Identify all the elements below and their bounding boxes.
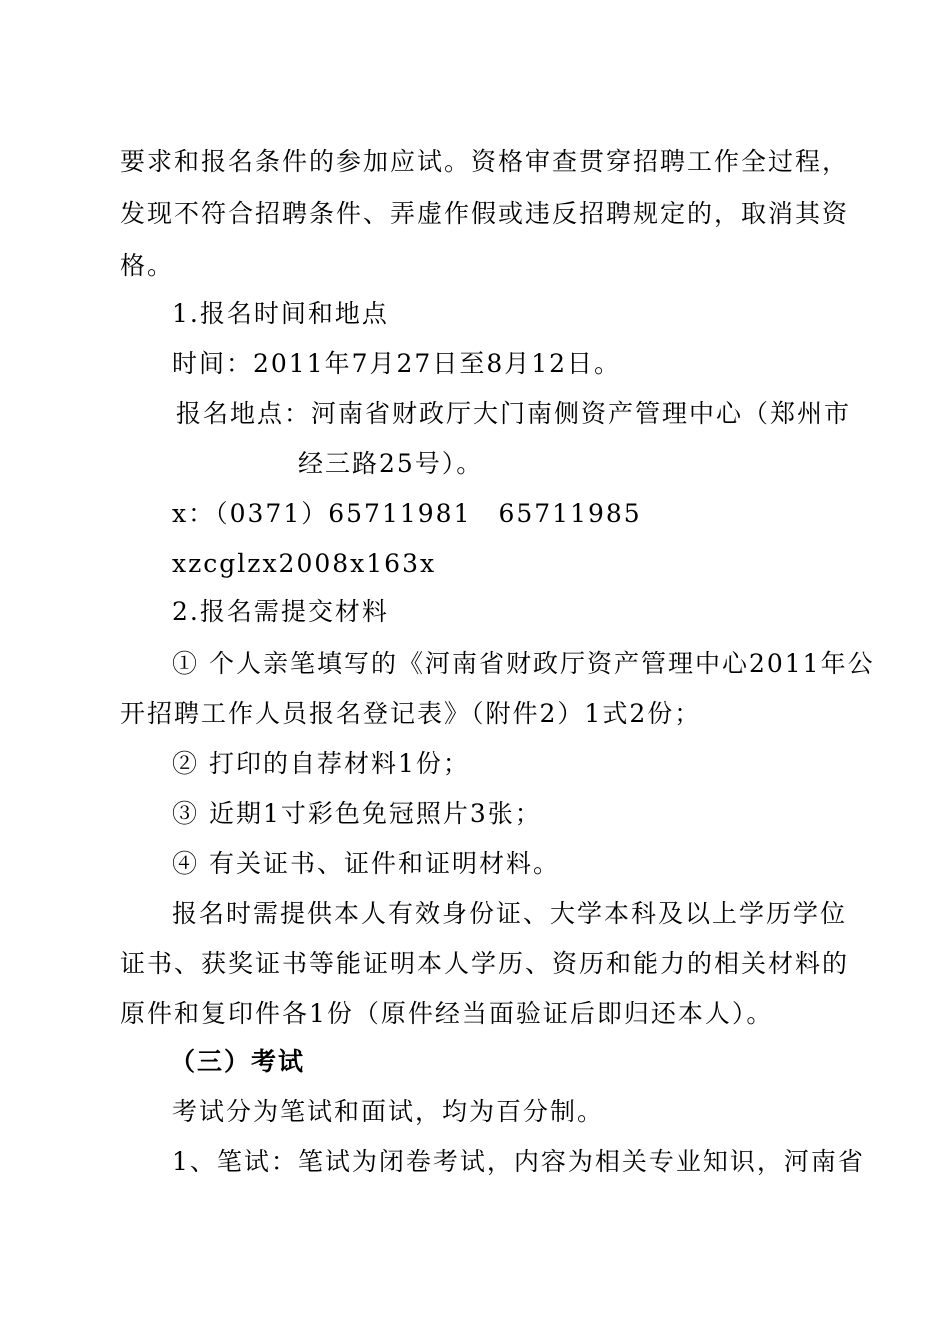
material-1-cont: 开招聘工作人员报名登记表》（附件2）1式2份；: [120, 699, 702, 728]
material-4: ④ 有关证书、证件和证明材料。: [172, 849, 560, 878]
registration-place: 报名地点：河南省财政厅大门南侧资产管理中心（郑州市: [176, 399, 852, 428]
paragraph-id-line-1: 报名时需提供本人有效身份证、大学本科及以上学历学位: [172, 899, 848, 928]
section-heading-exam: （三）考试: [170, 1047, 306, 1076]
paragraph-line-1: 要求和报名条件的参加应试。资格审查贯穿招聘工作全过程，: [120, 147, 850, 176]
paragraph-id-line-3: 原件和复印件各1份（原件经当面验证后即归还本人）。: [120, 999, 774, 1028]
paragraph-id-line-2: 证书、获奖证书等能证明本人学历、资历和能力的相关材料的: [120, 949, 850, 978]
email-line: xzcglzx2008x163x: [172, 549, 437, 578]
exam-intro: 考试分为笔试和面试，均为百分制。: [172, 1097, 605, 1126]
item-materials: 2.报名需提交材料: [172, 597, 389, 626]
registration-place-cont: 经三路25号）。: [298, 449, 484, 478]
material-2: ② 打印的自荐材料1份；: [172, 749, 470, 778]
item-registration-time-place: 1.报名时间和地点: [172, 299, 389, 328]
phone-line: x：（0371）65711981 65711985: [172, 499, 642, 528]
paragraph-line-3: 格。: [120, 251, 175, 280]
material-3: ③ 近期1寸彩色免冠照片3张；: [172, 799, 542, 828]
paragraph-line-2: 发现不符合招聘条件、弄虚作假或违反招聘规定的，取消其资: [120, 199, 850, 228]
material-1: ① 个人亲笔填写的《河南省财政厅资产管理中心2011年公: [172, 649, 875, 678]
registration-time: 时间：2011年7月27日至8月12日。: [172, 349, 622, 378]
written-exam-line: 1、笔试：笔试为闭卷考试，内容为相关专业知识，河南省: [172, 1147, 865, 1176]
